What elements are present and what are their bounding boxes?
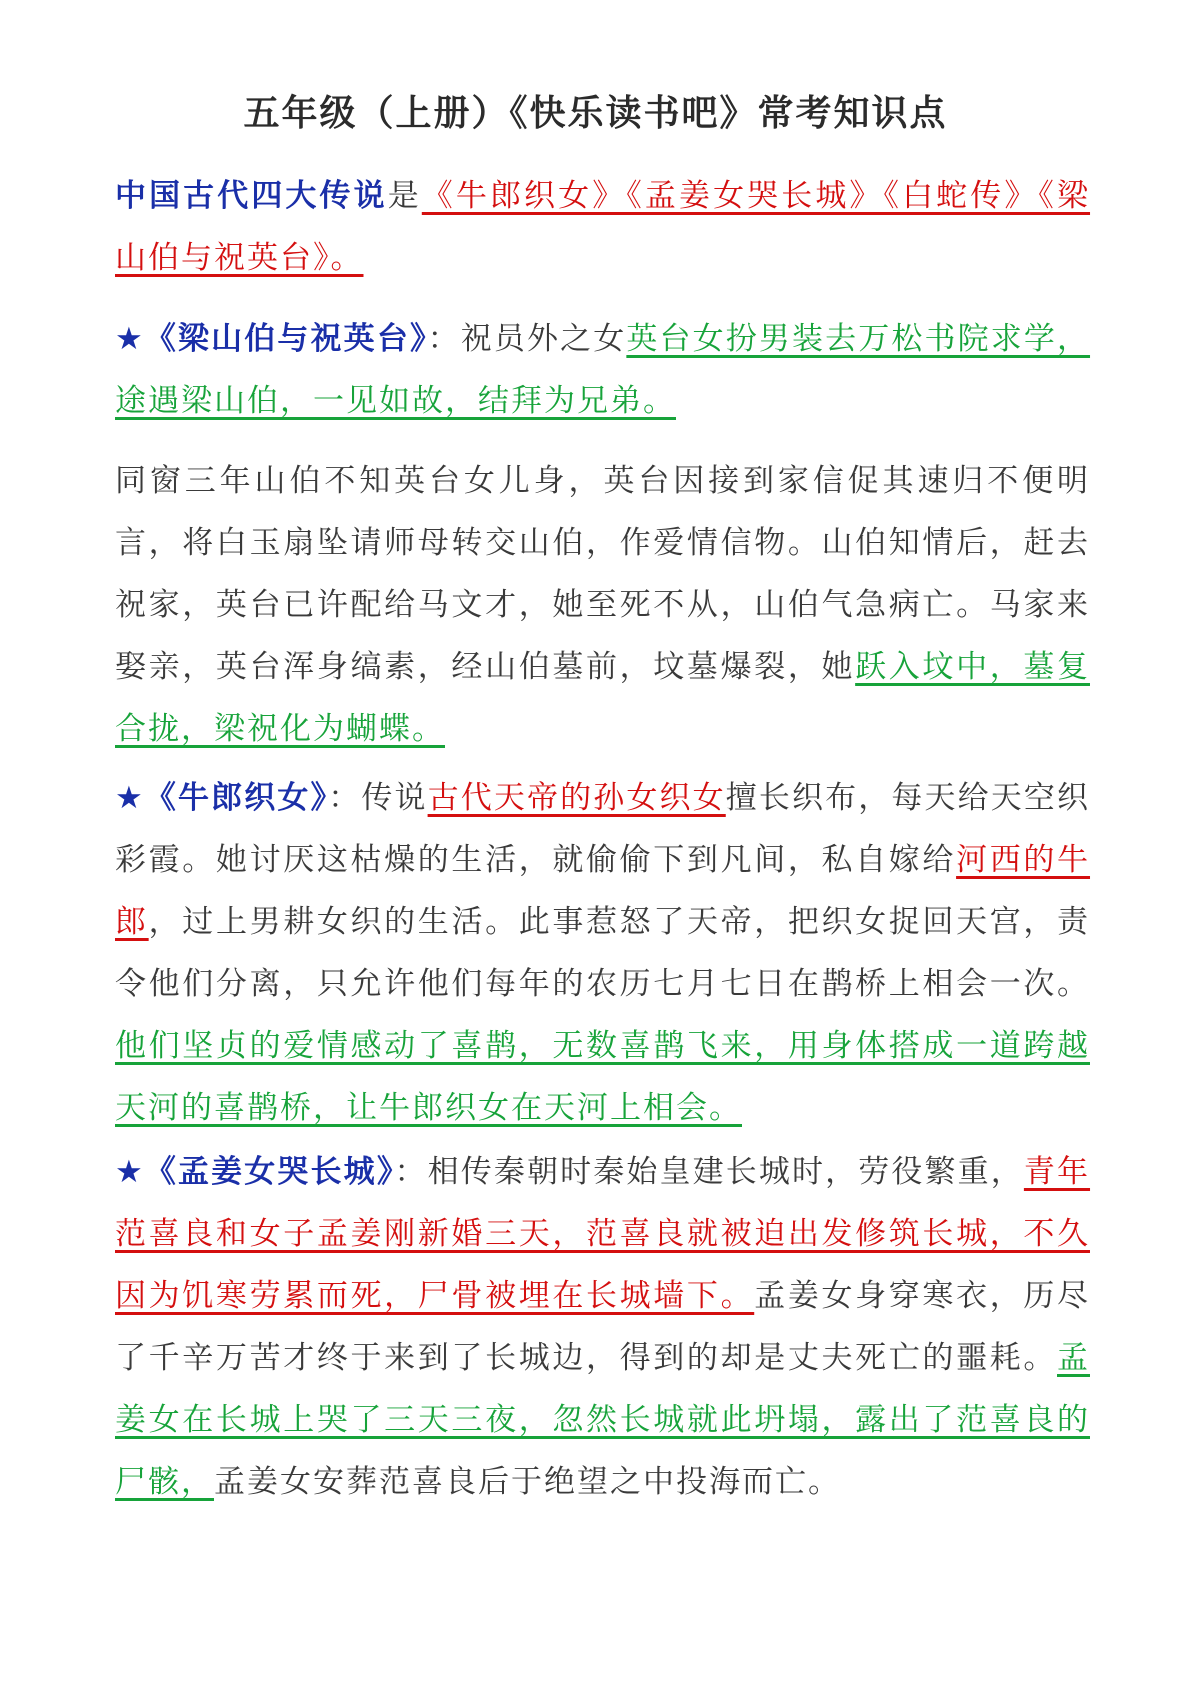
star-icon: ★ [115,780,145,816]
section-liangzhu [115,308,1090,432]
intro-heading: 中国古代四大传说 [115,178,388,214]
section-text: 孟姜女安葬范喜良后于绝望之中投海而亡。 [214,1464,841,1500]
highlight-green: 他们坚贞的爱情感动了喜鹊，无数喜鹊飞来，用身体搭成一道跨越天河的喜鹊桥，让牛郎织女在天河上相会。 [115,1028,1090,1126]
section-text: 祝员外之女 [460,321,627,357]
page-title: 五年级（上册）《快乐读书吧》常考知识点 [243,93,948,134]
highlight-green: 跃入坟中，墓复合拢，梁祝化为蝴蝶。 [115,649,1090,747]
highlight-red: 河西的牛郎 [115,842,1091,940]
highlight-green: 英台女扮男装去万松书院求学，途遇梁山伯，一见如故，结拜为兄弟。 [115,321,1091,419]
section-text: 擅长织布，每天给天空织彩霞。她讨厌这枯燥的生活，就偷偷下到凡间，私自嫁给 [115,780,1091,878]
intro-connector: 是 [387,178,422,214]
highlight-red: 古代天帝的孙女织女 [427,780,726,816]
colon: ： [328,780,362,816]
section-text: 同窗三年山伯不知英台女儿身，英台因接到家信促其速归不便明言，将白玉扇坠请师母转交山伯，作爱情信物。山伯知情后，赶去祝家，英台已许配给马文才，她至死不从，山伯气急病亡。马家来娶亲，英台浑身缟素，经山伯墓前，坟墓爆裂，她 [115,463,1090,685]
section-text: 传说 [361,780,428,816]
intro-paragraph [115,165,1090,289]
star-icon: ★ [115,321,145,357]
section-mengjiang [115,1141,1090,1513]
section-heading: 《孟姜女哭长城》 [144,1154,395,1190]
highlight-green: 孟姜女在长城上哭了三天三夜，忽然长城就此坍塌，露出了范喜良的尸骸， [115,1340,1090,1500]
colon: ： [394,1154,428,1190]
section-text: 相传秦朝时秦始皇建长城时，劳役繁重， [427,1154,1024,1190]
colon: ： [427,321,461,357]
section-niulang [115,767,1090,1139]
section-text: 孟姜女身穿寒衣，历尽了千辛万苦才终于来到了长城边，得到的却是丈夫死亡的噩耗。 [115,1278,1091,1376]
highlight-red: 青年范喜良和女子孟姜刚新婚三天，范喜良就被迫出发修筑长城，不久因为饥寒劳累而死，尸骨被埋在长城墙下。 [115,1154,1091,1314]
section-text: ，过上男耕女织的生活。此事惹怒了天帝，把织女捉回天宫，责令他们分离，只允许他们每年的农历七月七日在鹊桥上相会一次。 [115,904,1091,1002]
section-liangzhu-story [115,450,1090,760]
section-heading: 《梁山伯与祝英台》 [144,321,428,357]
section-heading: 《牛郎织女》 [144,780,329,816]
star-icon: ★ [115,1154,145,1190]
legend-list: 《牛郎织女》《孟姜女哭长城》《白蛇传》《梁山伯与祝英台》。 [115,178,1091,276]
